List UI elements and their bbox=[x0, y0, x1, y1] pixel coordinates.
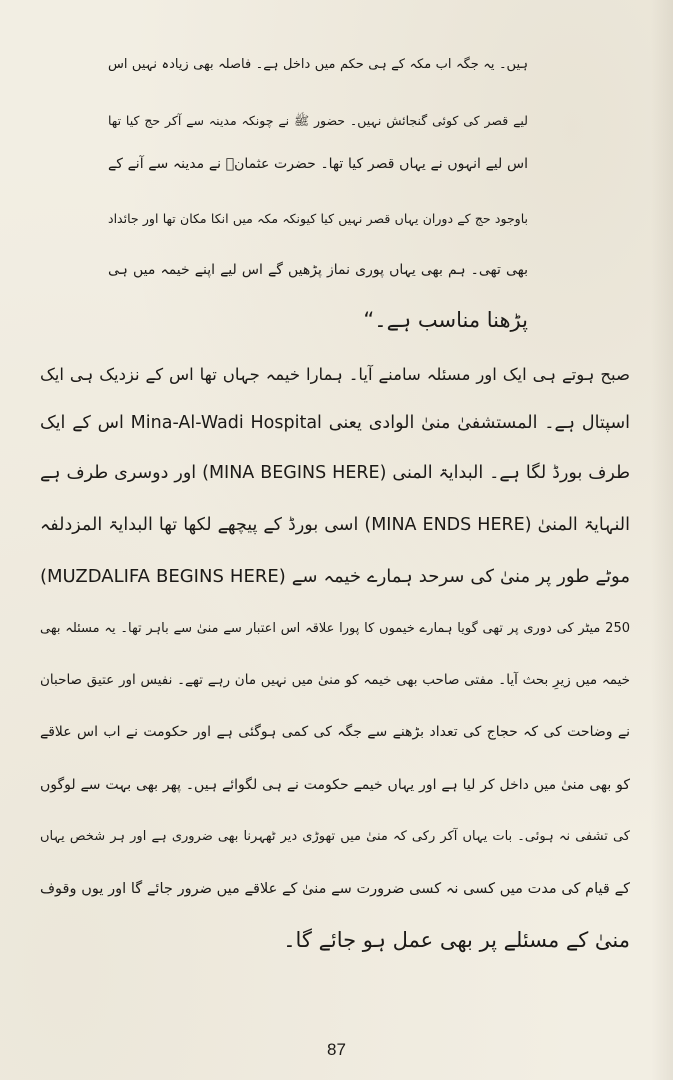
body-line: نے وضاحت کی کہ حجاج کی تعداد بڑھنے سے جگہ کی کمی ہوگئی ہے اور حکومت نے اب اس علاقے bbox=[40, 724, 630, 740]
quoted-line: اس لیے انہوں نے یہاں قصر کیا تھا۔ حضرت عثمانؓ نے مدینہ سے آنے کے bbox=[108, 156, 528, 172]
quoted-line: ہیں۔ یہ جگہ اب مکہ کے ہی حکم میں داخل ہے۔ فاصلہ بھی زیادہ نہیں اس bbox=[108, 57, 528, 72]
body-line: طرف بورڈ لگا ہے۔ البدایۃ المنی (MINA BEGINS HERE) اور دوسری طرف ہے bbox=[40, 463, 630, 483]
body-line: منیٰ کے مسئلے پر بھی عمل ہو جائے گا۔ bbox=[283, 928, 630, 952]
body-line: کو بھی منیٰ میں داخل کر لیا ہے اور یہاں خیمے حکومت نے ہی لگوائے ہیں۔ پھر بھی بہت سے لوگوں bbox=[40, 777, 630, 793]
quoted-line: باوجود حج کے دوران یہاں قصر نہیں کیا کیونکہ مکہ میں انکا مکان تھا اور جائداد bbox=[108, 211, 528, 226]
quoted-line: بھی تھی۔ ہم بھی یہاں پوری نماز پڑھیں گے اس لیے اپنے خیمہ میں ہی bbox=[108, 262, 528, 278]
quoted-line: لیے قصر کی کوئی گنجائش نہیں۔ حضور ﷺ نے چونکہ مدینہ سے آکر حج کیا تھا bbox=[108, 113, 528, 128]
quoted-line: پڑھنا مناسب ہے۔“ bbox=[363, 308, 528, 332]
body-line: کی تشفی نہ ہوئی۔ بات یہاں آکر رکی کہ منیٰ میں تھوڑی دیر ٹھہرنا بھی ضروری ہے اور ہر شخص یہاں bbox=[40, 829, 630, 844]
body-line: اسپتال ہے۔ المستشفیٰ منیٰ الوادی یعنی Mina-Al-Wadi Hospital اس کے ایک bbox=[40, 413, 630, 433]
page-number: 87 bbox=[327, 1040, 346, 1059]
body-line: صبح ہوتے ہی ایک اور مسئلہ سامنے آیا۔ ہمارا خیمہ جہاں تھا اس کے نزدیک ہی ایک bbox=[40, 365, 630, 384]
body-line: 250 میٹر کی دوری پر تھی گویا ہمارے خیموں کا پورا علاقہ اس اعتبار سے منیٰ سے باہر تھا۔ یہ مسئلہ بھی bbox=[40, 621, 630, 636]
body-line: خیمہ میں زیرِ بحث آیا۔ مفتی صاحب بھی خیمہ کو منیٰ میں نہیں مان رہے تھے۔ نفیس اور عتیق صاحبان bbox=[40, 672, 630, 688]
body-line: النہایۃ المنیٰ (MINA ENDS HERE) اسی بورڈ کے پیچھے لکھا تھا البدایۃ المزدلفہ bbox=[40, 515, 630, 535]
body-line: (MUZDALIFA BEGINS HERE) موٹے طور پر منیٰ کی سرحد ہمارے خیمہ سے bbox=[40, 566, 630, 587]
body-line: کے قیام کی مدت میں کسی نہ کسی ضرورت سے منیٰ کے علاقے میں ضرور جائے گا اور یوں وقوف bbox=[40, 881, 630, 897]
